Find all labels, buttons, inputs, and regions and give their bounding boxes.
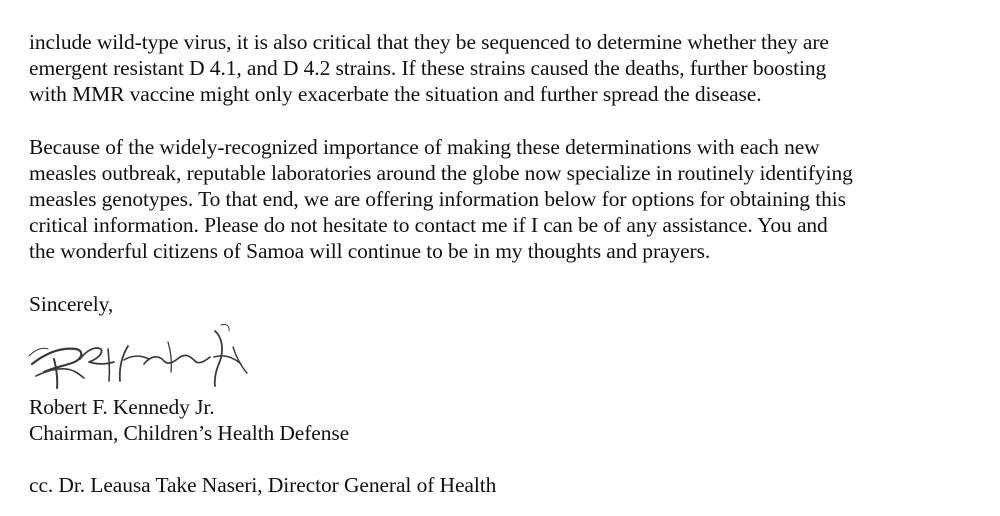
- paragraph-1-line-3: with MMR vaccine might only exacerbate the situation and further spread the disease.: [29, 82, 762, 106]
- paragraph-2-line-2: measles outbreak, reputable laboratories around the globe now specialize in routinely identifying: [29, 161, 853, 185]
- paragraph-2-line-1: Because of the widely-recognized importance of making these determinations with each new: [29, 135, 820, 159]
- signer-title: Chairman, Children’s Health Defense: [29, 421, 350, 445]
- cc-line: cc. Dr. Leausa Take Naseri, Director General of Health: [29, 473, 497, 497]
- signer-name: Robert F. Kennedy Jr.: [29, 395, 215, 419]
- paragraph-2-line-5: the wonderful citizens of Samoa will continue to be in my thoughts and prayers.: [29, 239, 711, 263]
- handwritten-signature: [28, 318, 253, 392]
- paragraph-2-line-4: critical information. Please do not hesitate to contact me if I can be of any assistance. You and: [29, 213, 828, 237]
- paragraph-2-line-3: measles genotypes. To that end, we are offering information below for options for obtaining this: [29, 187, 846, 211]
- closing-sincerely: Sincerely,: [29, 292, 114, 316]
- paragraph-1-line-2: emergent resistant D 4.1, and D 4.2 strains. If these strains caused the deaths, further boosting: [29, 56, 827, 80]
- paragraph-1-line-1: include wild-type virus, it is also critical that they be sequenced to determine whether they are: [29, 30, 829, 54]
